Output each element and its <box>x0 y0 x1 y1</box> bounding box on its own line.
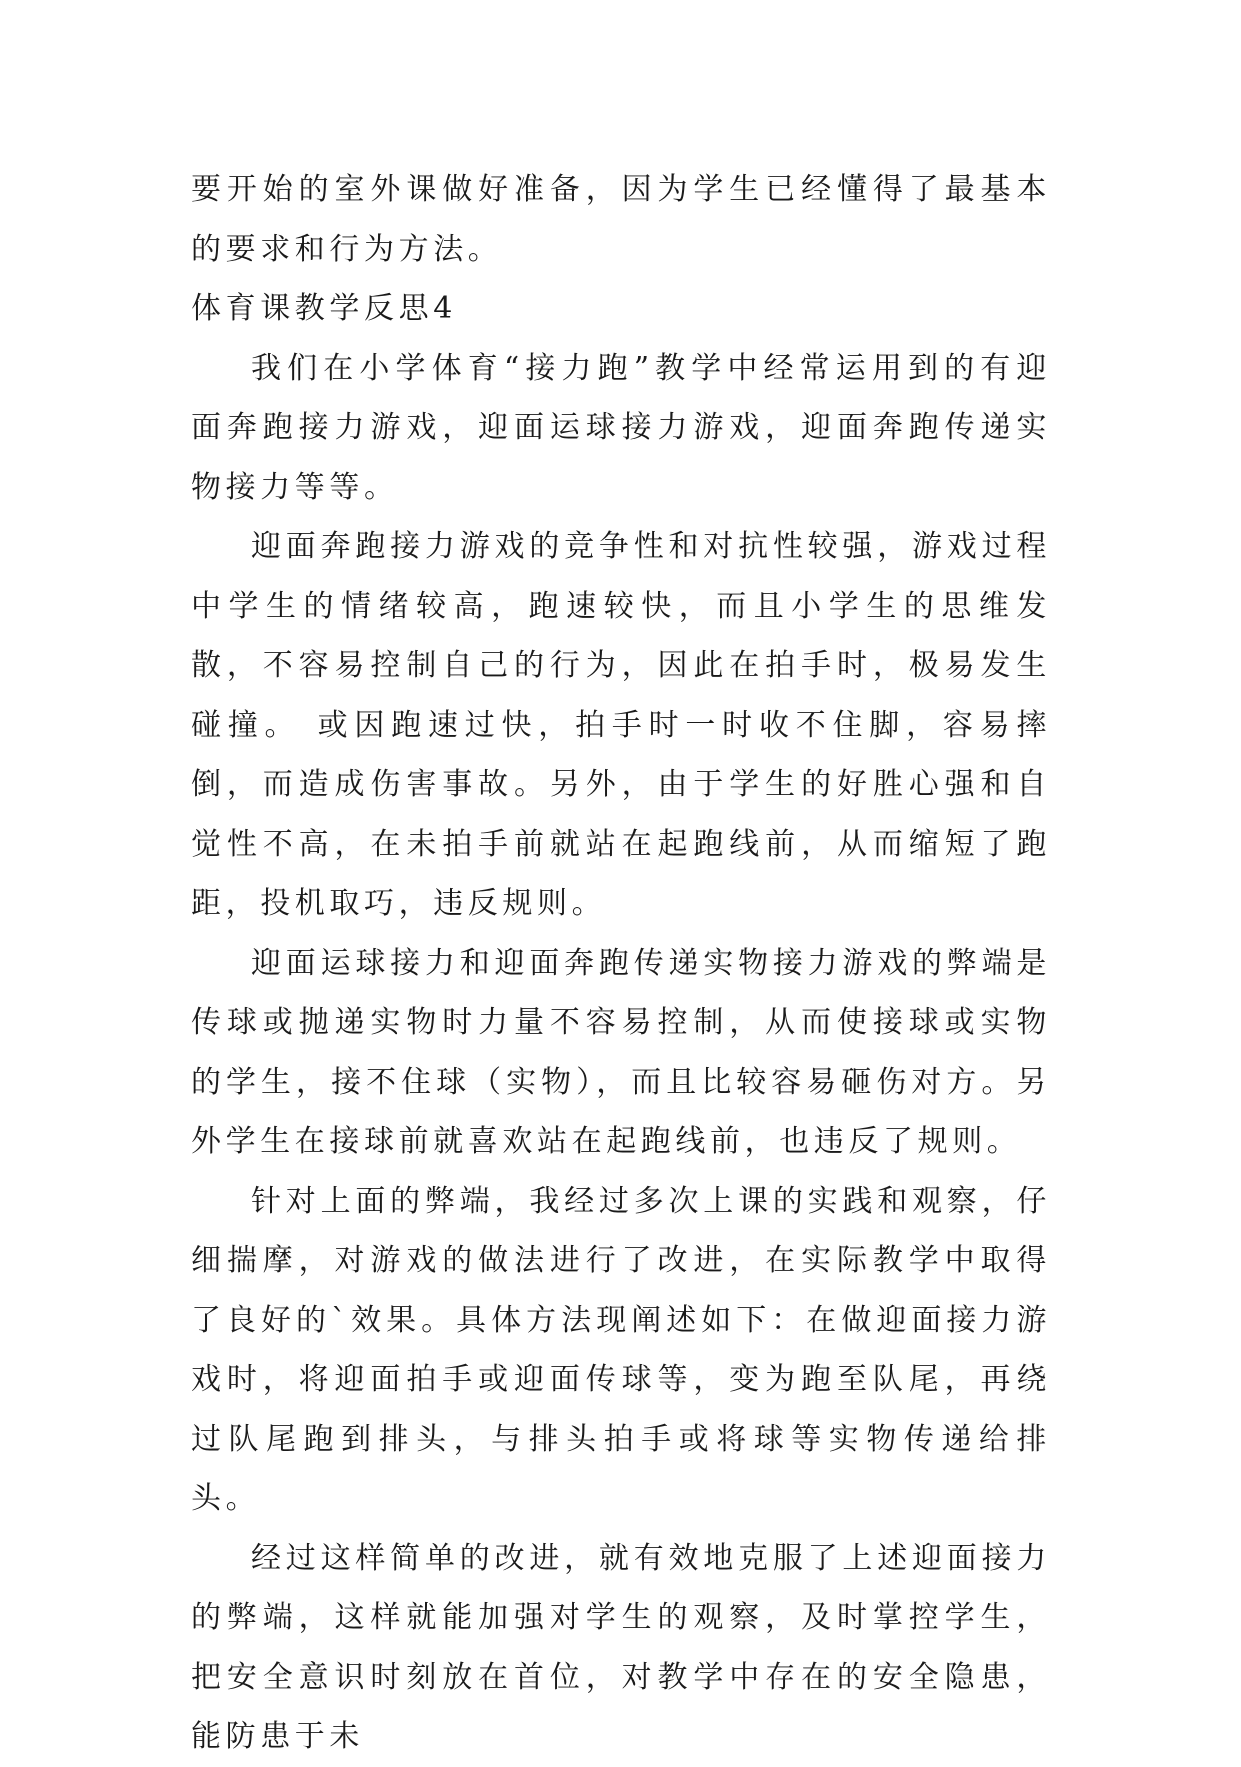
continuation-paragraph: 要开始的室外课做好准备，因为学生已经懂得了最基本的要求和行为方法。 <box>191 172 1051 267</box>
paragraph-4: 针对上面的弊端，我经过多次上课的实践和观察，仔细揣摩，对游戏的做法进行了改进，在实际教学中取得了良好的`效果。具体方法现阐述如下：在做迎面接力游戏时，将迎面拍手或迎面传球等，变为跑至队尾，再绕过队尾跑到排头，与排头拍手或将球等实物传递给排头。 <box>191 1183 1051 1516</box>
paragraph-1: 我们在小学体育“接力跑”教学中经常运用到的有迎面奔跑接力游戏，迎面运球接力游戏，迎面奔跑传递实物接力等等。 <box>191 350 1051 505</box>
document-body <box>191 160 1051 1767</box>
paragraph-5: 经过这样简单的改进，就有效地克服了上述迎面接力的弊端，这样就能加强对学生的观察，及时掌控学生，把安全意识时刻放在首位，对教学中存在的安全隐患，能防患于未 <box>191 1540 1051 1754</box>
paragraph-2: 迎面奔跑接力游戏的竞争性和对抗性较强，游戏过程中学生的情绪较高，跑速较快，而且小学生的思维发散，不容易控制自己的行为，因此在拍手时，极易发生碰撞。 或因跑速过快，拍手时一时收不住脚，容易摔倒，而造成伤害事故。另外，由于学生的好胜心强和自觉性不高，在未拍手前就站在起跑线前，从而缩短了跑距，投机取巧，违反规则。 <box>191 529 1051 921</box>
section-heading: 体育课教学反思4 <box>191 291 457 326</box>
paragraph-3: 迎面运球接力和迎面奔跑传递实物接力游戏的弊端是传球或抛递实物时力量不容易控制，从而使接球或实物的学生，接不住球（实物），而且比较容易砸伤对方。另外学生在接球前就喜欢站在起跑线前，也违反了规则。 <box>191 945 1051 1159</box>
